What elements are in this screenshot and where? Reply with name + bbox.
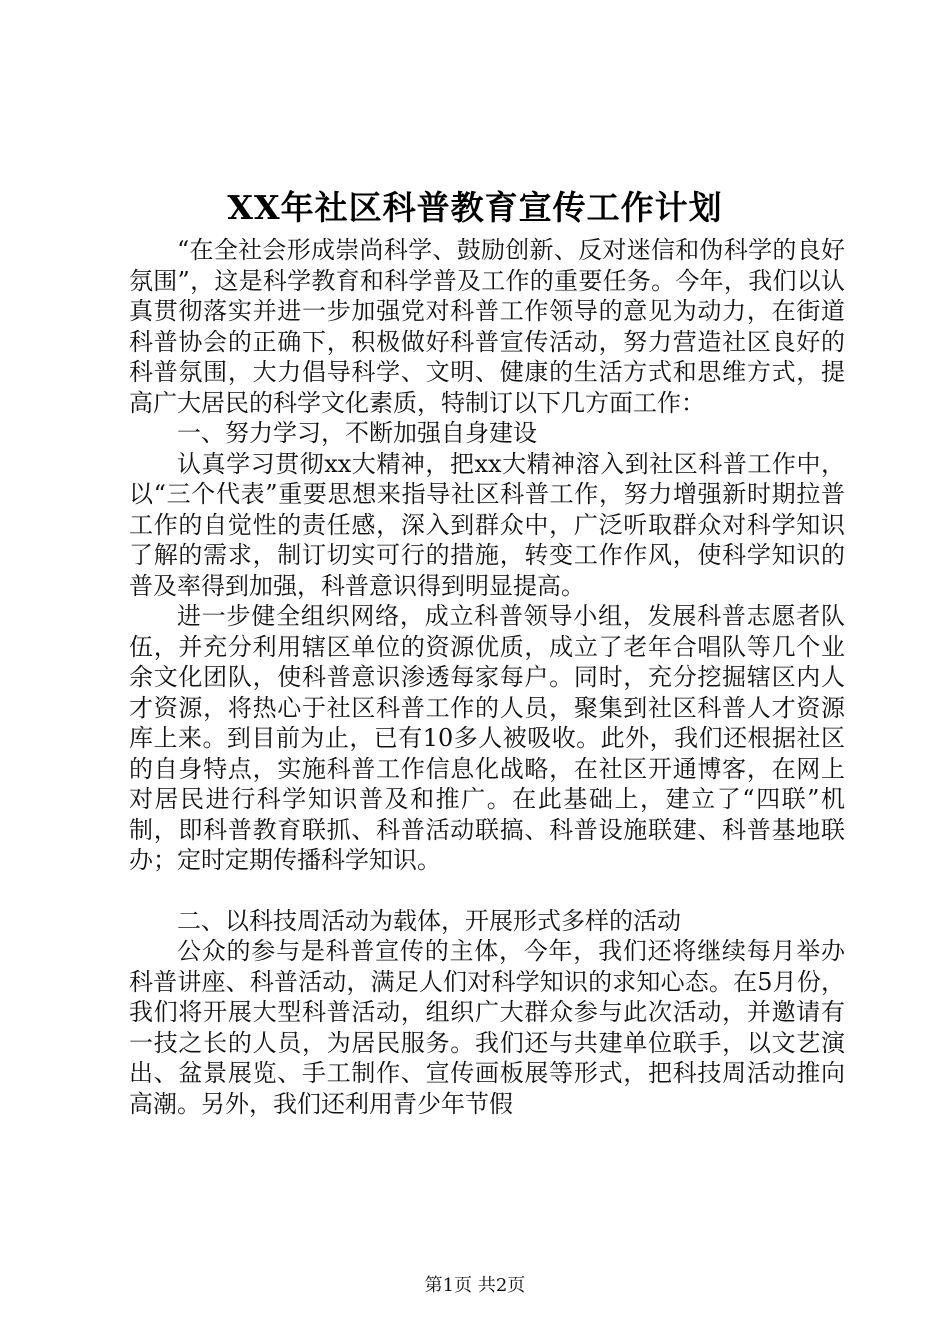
section-1-paragraph-2: 进一步健全组织网络，成立科普领导小组，发展科普志愿者队伍，并充分利用辖区单位的资源优质，成立了老年合唱队等几个业余文化团队，使科普意识渗透每家每户。同时，充分挖掘辖区内人才资源，将热心于社区科普工作的人员，聚集到社区科普人才资源库上来。到目前为止，已有10多人被吸收。此外，我们还根据社区的自身特点，实施科普工作信息化战略，在社区开通博客，在网上对居民进行科学知识普及和推广。在此基础上，建立了“四联”机制，即科普教育联抓、科普活动联搞、科普设施联建、科普基地联办；定时定期传播科学知识。: [129, 602, 845, 874]
section-2-heading: 二、以科技周活动为载体，开展形式多样的活动: [177, 906, 681, 935]
document-body: [129, 235, 845, 1119]
intro-paragraph: “在全社会形成崇尚科学、鼓励创新、反对迷信和伪科学的良好氛围”，这是科学教育和科学普及工作的重要任务。今年，我们以认真贯彻落实并进一步加强党对科普工作领导的意见为动力，在街道科普协会的正确下，积极做好科普宣传活动，努力营造社区良好的科普氛围，大力倡导科学、文明、健康的生活方式和思维方式，提高广大居民的科学文化素质，特制订以下几方面工作：: [129, 236, 845, 417]
document-title: XX年社区科普教育宣传工作计划: [227, 188, 723, 227]
section-2-paragraph-1: 公众的参与是科普宣传的主体，今年，我们还将继续每月举办科普讲座、科普活动，满足人们对科学知识的求知心态。在5月份，我们将开展大型科普活动，组织广大群众参与此次活动，并邀请有一技之长的人员，为居民服务。我们还与共建单位联手，以文艺演出、盆景展览、手工制作、宣传画板展等形式，把科技周活动推向高潮。另外，我们还利用青少年节假: [129, 937, 845, 1118]
section-1-paragraph-1: 认真学习贯彻xx大精神，把xx大精神溶入到社区科普工作中，以“三个代表”重要思想来指导社区科普工作，努力增强新时期拉普工作的自觉性的责任感，深入到群众中，广泛听取群众对科学知识了解的需求，制订切实可行的措施，转变工作作风，使科学知识的普及率得到加强，科普意识得到明显提高。: [129, 449, 845, 600]
paragraph-spacer: [129, 876, 845, 906]
section-1-heading: 一、努力学习，不断加强自身建设: [177, 419, 537, 447]
page-footer: 第1页 共2页: [424, 1275, 526, 1296]
